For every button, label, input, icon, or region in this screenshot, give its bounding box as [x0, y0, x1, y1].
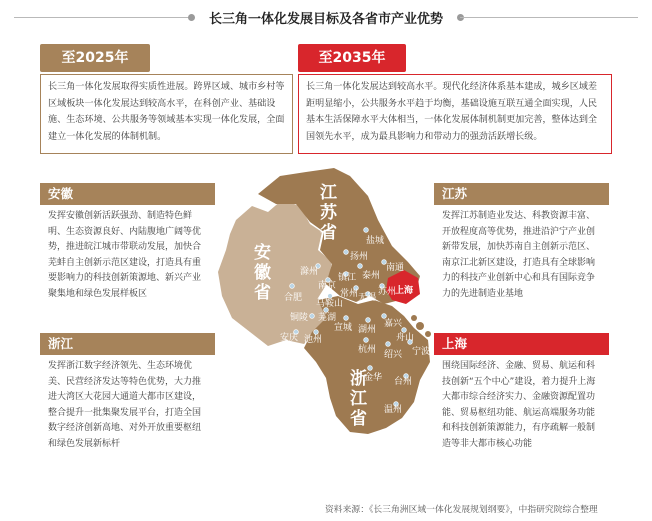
city-dot-jiaxing [382, 314, 387, 319]
goal-2035-text: 长三角一体化发展达到较高水平。现代化经济体系基本建成，城乡区域差距明显缩小，公共服务水平趋于均衡，基础设施互联互通全面实现，人民基本生活保障水平大体相当，一体化发展体制机制更加完善，整体达到全国领先水平，成为最具影响力和带动力的强劲活跃增长级。 [298, 74, 612, 154]
city-label-wuxi: 无锡 [358, 293, 377, 303]
city-label-wenzhou: 温州 [384, 405, 403, 415]
city-dot-chizhou [314, 330, 319, 335]
city-label-chuzhou: 滁州 [300, 267, 319, 277]
source-note: 资料来源：《长三角洲区域一体化发展规划纲要》，中指研究院综合整理 [325, 505, 598, 515]
city-dot-maanshan [328, 294, 333, 299]
map-label-shanghai: 上海 [395, 286, 414, 296]
page-title: 长三角一体化发展目标及各省市产业优势 [208, 12, 443, 27]
map-label-anhui-1: 安 [254, 243, 271, 263]
city-label-jiaxing: 嘉兴 [384, 319, 403, 329]
city-label-nanjing: 南京 [318, 281, 337, 291]
city-label-taizhou-js: 泰州 [362, 271, 381, 281]
city-label-suzhou: 苏州 [378, 287, 397, 297]
city-label-nantong: 南通 [386, 263, 405, 273]
city-dot-taizhou-js [358, 264, 363, 269]
zhejiang-text: 发挥浙江数字经济领先、生态环境优美、民营经济发达等特色优势，大力推进大湾区大花园大通道大都市区建设，整合提升一批集聚发展平台，打造全国数字经济创新高地、对外开放重要枢纽和绿色发展新标杆 [40, 355, 215, 469]
jiangsu-header: 江苏 [434, 183, 609, 205]
map-label-jiangsu-2: 苏 [320, 203, 337, 223]
goal-2025-text: 长三角一体化发展取得实质性进展。跨界区域、城市乡村等区域板块一体化发展达到较高水平，在科创产业、基础设施、生态环境、公共服务等领域基本实现一体化发展，全面建立一体化发展的体制机制。 [40, 74, 293, 154]
city-dot-xuancheng [344, 316, 349, 321]
city-label-shaoxing: 绍兴 [384, 350, 403, 360]
map-label-zhejiang-3: 省 [350, 409, 367, 429]
goal-2035-tab: 至2035年 [298, 44, 406, 72]
city-label-zhenjiang: 镇江 [338, 273, 357, 283]
city-label-wuhu: 芜湖 [318, 313, 337, 323]
city-label-taizhou-zj: 台州 [394, 377, 413, 387]
city-label-tongling: 铜陵 [290, 313, 309, 323]
anhui-header: 安徽 [40, 183, 215, 205]
map-island-3 [411, 315, 417, 321]
city-dot-hefei [290, 284, 295, 289]
city-dot-yancheng [364, 228, 369, 233]
map-label-jiangsu-3: 省 [320, 223, 337, 243]
city-dot-huzhou [366, 318, 371, 323]
zhejiang-header: 浙江 [40, 333, 215, 355]
city-dot-shaoxing [386, 342, 391, 347]
city-label-maanshan: 马鞍山 [316, 299, 344, 309]
city-label-ningbo: 宁波 [412, 347, 431, 357]
goal-2025-tab: 至2025年 [40, 44, 150, 72]
city-label-yancheng: 盐城 [366, 236, 385, 246]
city-label-xuancheng: 宣城 [334, 323, 353, 333]
city-label-yangzhou: 扬州 [350, 252, 369, 262]
map-label-zhejiang-1: 浙 [350, 369, 367, 389]
shanghai-text: 围绕国际经济、金融、贸易、航运和科技创新“五个中心”建设，着力提升上海大都市综合经济实力、金融资源配置功能、贸易枢纽功能、航运高端服务功能和科技创新策源能力，有序疏解一般制造等非大都市核心功能 [434, 355, 609, 469]
city-dot-jinhua [368, 366, 373, 371]
map-label-jiangsu-1: 江 [320, 183, 337, 203]
city-dot-hangzhou [364, 338, 369, 343]
city-dot-yangzhou [344, 250, 349, 255]
map-label-zhejiang-2: 江 [350, 389, 367, 409]
city-label-jinhua: 金华 [364, 373, 383, 383]
jiangsu-text: 发挥江苏制造业发达、科教资源丰富、开放程度高等优势，推进沿沪宁产业创新带发展，加快苏南自主创新示范区、南京江北新区建设，打造具有全球影响力的科技产业创新中心和具有国际竞争力的先进制造业基地 [434, 205, 609, 319]
city-label-zhoushan: 舟山 [396, 333, 415, 343]
city-label-chizhou: 池州 [304, 335, 323, 345]
city-label-huzhou: 湖州 [358, 325, 377, 335]
city-dot-zhoushan [402, 328, 407, 333]
shanghai-header: 上海 [434, 333, 609, 355]
map-label-anhui-2: 徽 [254, 263, 271, 283]
map-island-2 [425, 331, 431, 337]
city-dot-tongling [310, 314, 315, 319]
map-island-1 [416, 322, 424, 330]
city-label-hangzhou: 杭州 [358, 345, 377, 355]
map-label-anhui-3: 省 [254, 283, 271, 303]
city-label-changzhou: 常州 [340, 289, 359, 299]
anhui-text: 发挥安徽创新活跃强劲、制造特色鲜明、生态资源良好、内陆腹地广阔等优势，推进皖江城市带联动发展，加快合芜蚌自主创新示范区建设，打造具有重要影响力的科技创新策源地、新兴产业聚集地和绿色发展样板区 [40, 205, 215, 319]
city-label-anqing: 安庆 [280, 333, 299, 343]
city-label-hefei: 合肥 [284, 293, 303, 303]
